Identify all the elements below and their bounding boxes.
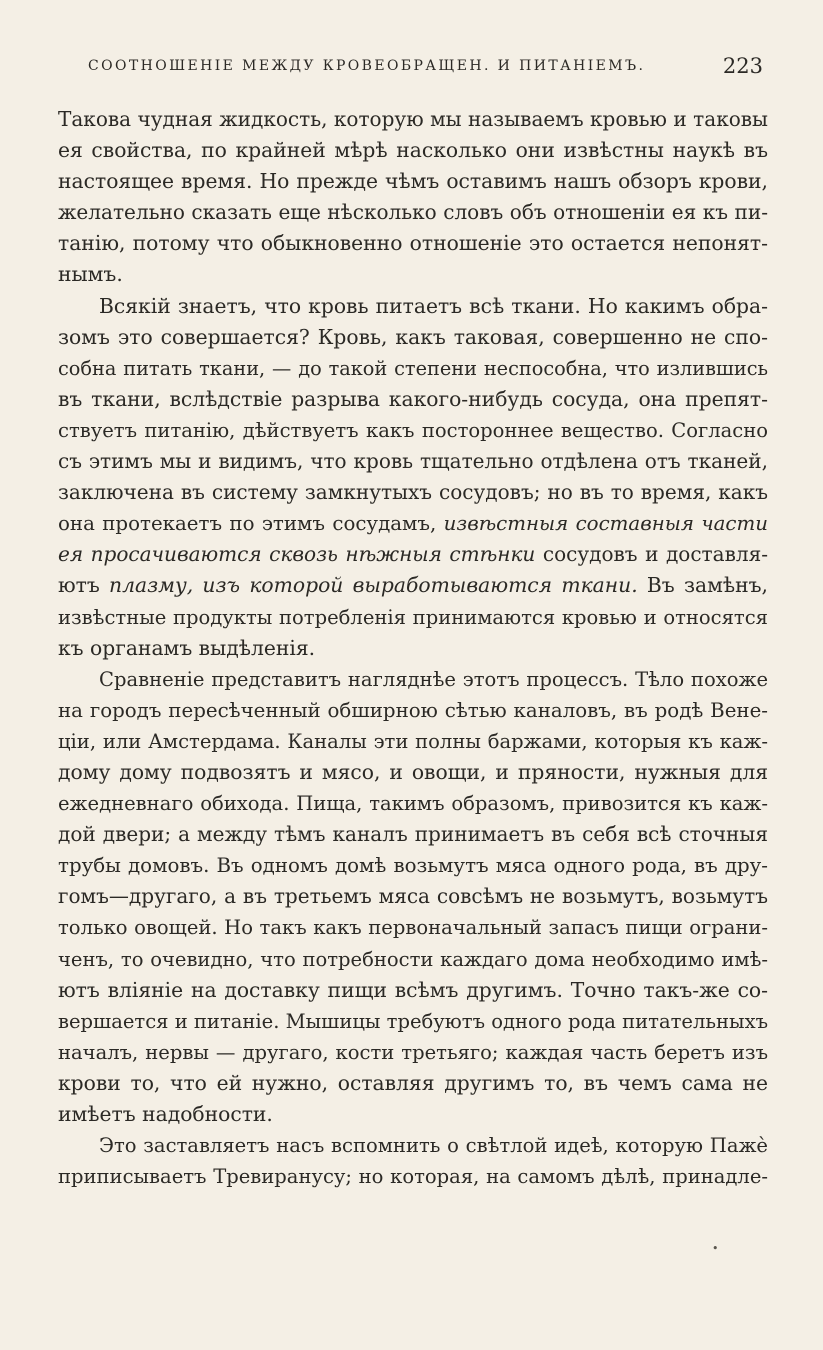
text-line: ютъ плазму, изъ которой выработываются ткани. Въ замѣнъ, [58, 573, 768, 598]
text-line: дой двери; а между тѣмъ каналъ принимаетъ въ себя всѣ сточныя [58, 822, 768, 847]
italic-text: ея просачиваются сквозь нѣжныя стѣнки [58, 542, 536, 567]
text-line: ченъ, то очевидно, что потребности каждаго дома необходимо имѣ- [58, 947, 768, 971]
text-line: собна питать ткани, — до такой степени неспособна, что излившись [58, 356, 768, 380]
text-line: крови то, что ей нужно, оставляя другимъ то, въ чемъ сама не [58, 1070, 768, 1095]
text-line: ежедневнаго обихода. Пища, такимъ образомъ, привозится къ каж- [58, 792, 768, 816]
running-head [88, 50, 763, 82]
text-line: Это заставляетъ насъ вспомнить о свѣтлой идеѣ, которую Пажѐ [99, 1134, 768, 1158]
text-line: Сравненіе представитъ нагляднѣе этотъ процессъ. Тѣло похоже [99, 667, 768, 691]
text-line: только овощей. Но такъ какъ первоначальный запасъ пищи ограни- [58, 916, 768, 940]
italic-text: плазму, изъ которой выработываются ткани. [109, 573, 638, 598]
text-line: танію, потому что обыкновенно отношеніе это остается непонят- [58, 231, 768, 256]
text-line: ціи, или Амстердама. Каналы эти полны баржами, которыя къ каж- [58, 729, 768, 753]
text-line: гомъ—другаго, а въ третьемъ мяса совсѣмъ не возьмутъ, возьмутъ [58, 884, 768, 909]
text-line: заключена въ систему замкнутыхъ сосудовъ; но въ то время, какъ [58, 480, 768, 505]
text-line: ея просачиваются сквозь нѣжныя стѣнки сосудовъ и доставля- [58, 542, 768, 567]
running-title: СООТНОШЕНІЕ МЕЖДУ КРОВЕОБРАЩЕН. И ПИТАНІЕМЪ. [88, 58, 646, 74]
text-line: извѣстные продукты потребленія принимаются кровью и относятся [58, 605, 768, 629]
text-line: Всякій знаетъ, что кровь питаетъ всѣ ткани. Но какимъ обра- [99, 293, 768, 318]
text-line: съ этимъ мы и видимъ, что кровь тщательно отдѣлена отъ тканей, [58, 449, 768, 474]
page-number: 223 [722, 54, 763, 78]
italic-text: извѣстныя составныя части [443, 512, 768, 536]
text-line: дому дому подвозятъ и мясо, и овощи, и пряности, нужныя для [58, 759, 768, 784]
text-line: имѣетъ надобности. [58, 1102, 273, 1126]
text-line: въ ткани, вслѣдствіе разрыва какого-нибудь сосуда, она препят- [58, 386, 768, 411]
text-line: трубы домовъ. Въ одномъ домѣ возьмутъ мяса одного рода, въ дру- [58, 854, 768, 878]
text-line: приписываетъ Тревиранусу; но которая, на самомъ дѣлѣ, принадле- [58, 1165, 768, 1189]
text-line: зомъ это совершается? Кровь, какъ таковая, совершенно не спо- [58, 324, 768, 349]
text-line: началъ, нервы — другаго, кости третьяго; каждая часть беретъ изъ [58, 1040, 768, 1064]
text-line: желательно сказать еще нѣсколько словъ объ отношеніи ея къ пи- [58, 200, 768, 225]
text-line: Такова чудная жидкость, которую мы называемъ кровью и таковы [58, 107, 768, 131]
text-line: ея свойства, по крайней мѣрѣ насколько они извѣстны наукѣ въ [58, 138, 768, 163]
text-line: ютъ вліяніе на доставку пищи всѣмъ другимъ. Точно такъ-же со- [58, 977, 768, 1002]
text-line: къ органамъ выдѣленія. [58, 635, 316, 660]
text-line: нымъ. [58, 262, 123, 287]
text-line: на городъ пересѣченный обширною сѣтью каналовъ, въ родѣ Вене- [58, 698, 768, 722]
text-line: настоящее время. Но прежде чѣмъ оставимъ нашъ обзоръ крови, [58, 169, 768, 194]
text-line: ствуетъ питанію, дѣйствуетъ какъ постороннее вещество. Согласно [58, 418, 768, 442]
text-line: вершается и питаніе. Мышицы требуютъ одного рода питательныхъ [58, 1009, 769, 1033]
footer-mark: • [712, 1242, 719, 1255]
body-text [58, 104, 768, 1192]
text-line: она протекаетъ по этимъ сосудамъ, извѣстныя составныя части [58, 512, 768, 536]
